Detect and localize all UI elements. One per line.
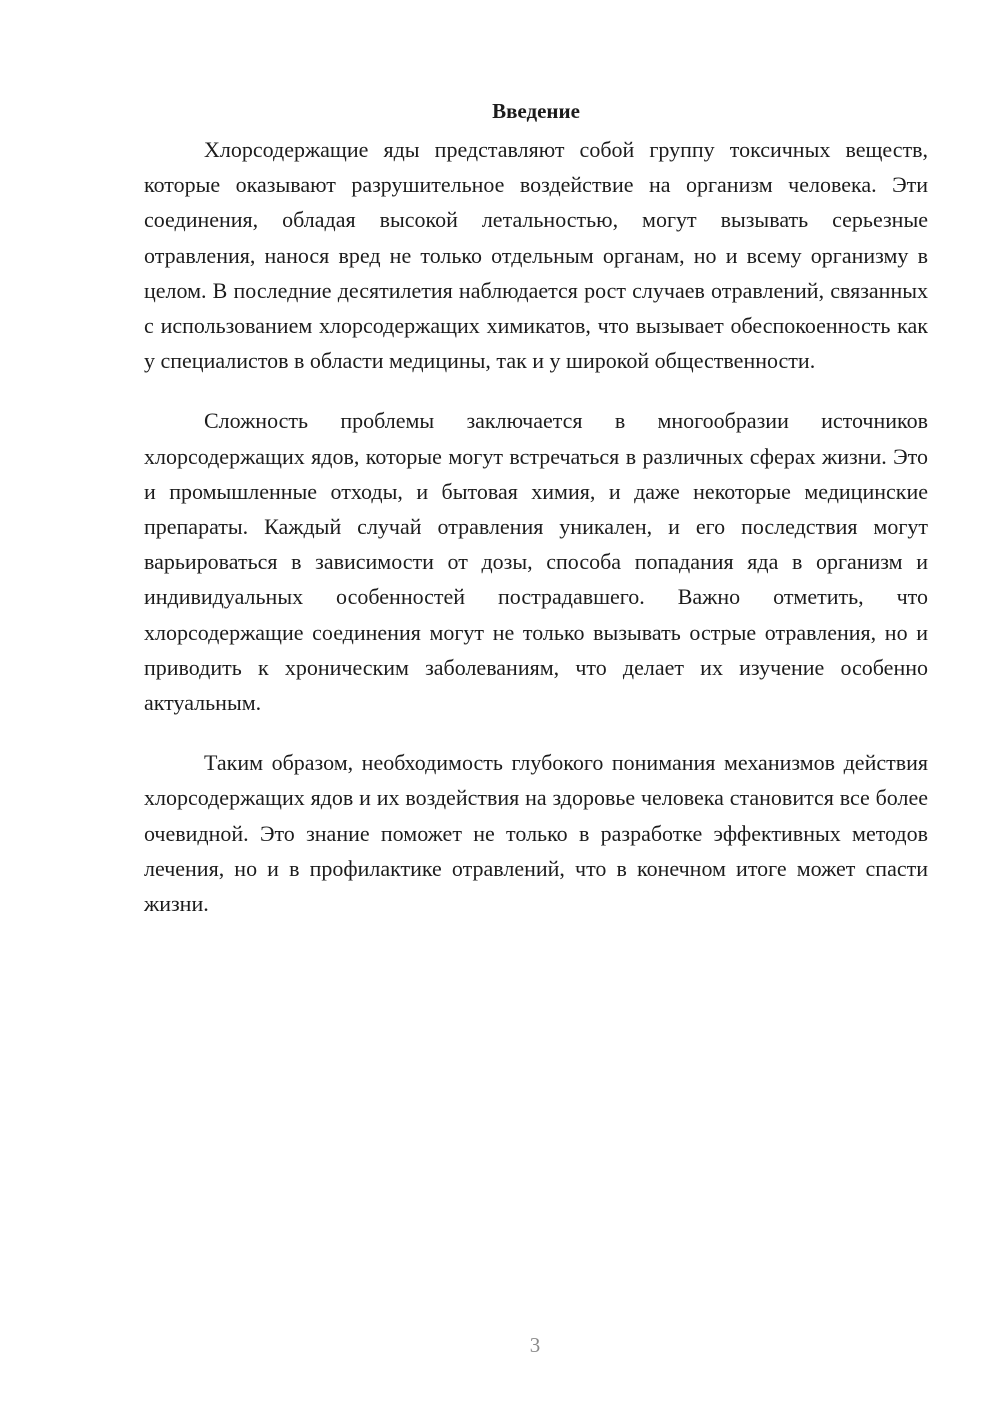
paragraph-2: Сложность проблемы заключается в многообразии источников хлорсодержащих ядов, которые могут встречаться в различных сферах жизни. Это и промышленные отходы, и бытовая химия, и даже некоторые медицинские препараты. Каждый случай отравления уникален, и его последствия могут варьироваться в зависимости от дозы, способа попадания яда в организм и индивидуальных особенностей пострадавшего. Важно отметить, что хлорсодержащие соединения могут не только вызывать острые отравления, но и приводить к хроническим заболеваниям, что делает их изучение особенно актуальным. <box>144 408 928 716</box>
section-heading: Введение <box>492 99 580 123</box>
paragraph-3: Таким образом, необходимость глубокого понимания механизмов действия хлорсодержащих ядов и их воздействия на здоровье человека становится все более очевидной. Это знание поможет не только в разработке эффективных методов лечения, но и в профилактике отравлений, что в конечном итоге может спасти жизни. <box>144 750 928 917</box>
page-content <box>144 96 928 946</box>
paragraph-1: Хлорсодержащие яды представляют собой группу токсичных веществ, которые оказывают разрушительное воздействие на организм человека. Эти соединения, обладая высокой летальностью, могут вызывать серьезные отравления, нанося вред не только отдельным органам, но и всему организму в целом. В последние десятилетия наблюдается рост случаев отравлений, связанных с использованием хлорсодержащих химикатов, что вызывает обеспокоенность как у специалистов в области медицины, так и у широкой общественности. <box>144 137 928 374</box>
page-number: 3 <box>529 1333 541 1357</box>
